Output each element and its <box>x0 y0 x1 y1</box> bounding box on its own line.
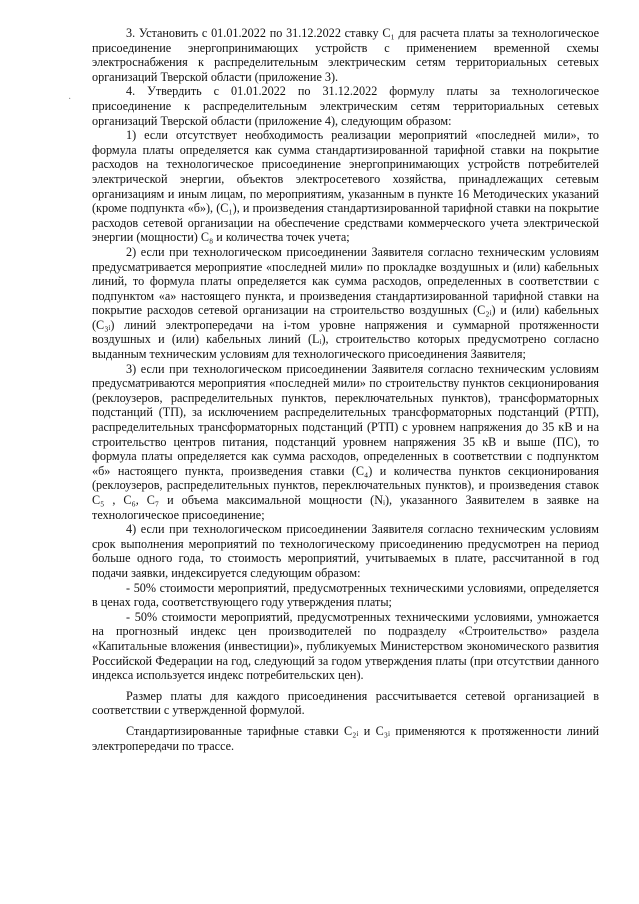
paragraph-fee-size: Размер платы для каждого присоединения рассчитывается сетевой организацией в соответствии с утвержденной формулой. <box>92 688 599 718</box>
paragraph-3: 3. Установить с 01.01.2022 по 31.12.2022 ставку С₁ для расчета платы за технологическое присоединение энергопринимающих устройств с применением временной схемы электроснабжения к распределительным электрическим сетям территориальных сетевых организаций Тверской области (приложение 3). <box>92 26 599 84</box>
paragraph-4-item-4-bullet-2: - 50% стоимости мероприятий, предусмотренных техническими условиями, умножается на прогнозный индекс цен производителей по подразделу «Строительство» раздела «Капитальные вложения (инвестиции)», публикуемых Министерством экономического развития Российской Федерации на год, следующий за годом утверждения платы (при отсутствии данного индекса используется индекс потребительских цен). <box>92 609 599 683</box>
paragraph-4-item-4-bullet-1: - 50% стоимости мероприятий, предусмотренных техническими условиями, определяется в ценах года, соответствующего году утверждения платы; <box>92 580 599 610</box>
paragraph-4-item-4: 4) если при технологическом присоединении Заявителя согласно техническим условиям срок выполнения мероприятий по технологическому присоединению предусмотрен на период больше одного года, то стоимость мероприятий, учитываемых в плате, рассчитанной в год подачи заявки, индексируется следующим образом: <box>92 522 599 580</box>
paragraph-4-item-1: 1) если отсутствует необходимость реализации мероприятий «последней мили», то формула платы определяется как сумма стандартизированной тарифной ставки на покрытие расходов на технологическое присоединение энергопринимающих устройств потребителей электрической энергии, объектов электросетевого хозяйства, принадлежащих сетевым организациям и иным лицам, по мероприятиям, указанным в пункте 16 Методических указаний (кроме подпункта «б»), (С₁), и произведения стандартизированной тарифной ставки на покрытие расходов сетевой организации на обеспечение средствами коммерческого учета электрической энергии (мощности) С₈ и количества точек учета; <box>92 128 599 245</box>
paragraph-4: 4. Утвердить с 01.01.2022 по 31.12.2022 формулу платы за технологическое присоединение к распределительным электрическим сетям территориальных сетевых организаций Тверской области (приложение 4), следующим образом: <box>92 84 599 128</box>
paragraph-standard-rates: Стандартизированные тарифные ставки С₂ᵢ и С₃ᵢ применяются к протяженности линий электропередачи по трассе. <box>92 723 599 753</box>
margin-mark: · <box>68 94 72 105</box>
paragraph-4-item-2: 2) если при технологическом присоединении Заявителя согласно техническим условиям предусматривается мероприятие «последней мили» по прокладке воздушных и (или) кабельных линий, то формула платы определяется как сумма расходов, определенных в соответствии с подпунктом «а» настоящего пункта, и произведения стандартизированной тарифной ставки на покрытие расходов сетевой организации на строительство воздушных (С₂ᵢ) и (или) кабельных (С₃ᵢ) линий электропередачи на i-том уровне напряжения и суммарной протяженности воздушных и (или) кабельных линий (Lᵢ), строительство которых предусмотрено согласно выданным техническим условиям для технологического присоединения Заявителя; <box>92 244 599 362</box>
paragraph-4-item-3: 3) если при технологическом присоединении Заявителя согласно техническим условиям предусматриваются мероприятия «последней мили» по строительству пунктов секционирования (реклоузеров, распределительных пунктов, переключательных пунктов), трансформаторных подстанций (ТП), за исключением распределительных трансформаторных подстанций (РТП), распределительных трансформаторных подстанций (РТП) с уровнем напряжения до 35 кВ и на строительство центров питания, подстанций уровнем напряжения 35 кВ и выше (ПС), то формула платы определяется как сумма расходов, определенных в соответствии с подпунктом «б» настоящего пункта, произведения ставки (С₄) и количества пунктов секционирования (реклоузеров, распределительных пунктов, переключательных пунктов), и произведения ставок С₅ , С₆, С₇ и объема максимальной мощности (Nᵢ), указанного Заявителем в заявке на технологическое присоединение; <box>92 361 599 522</box>
